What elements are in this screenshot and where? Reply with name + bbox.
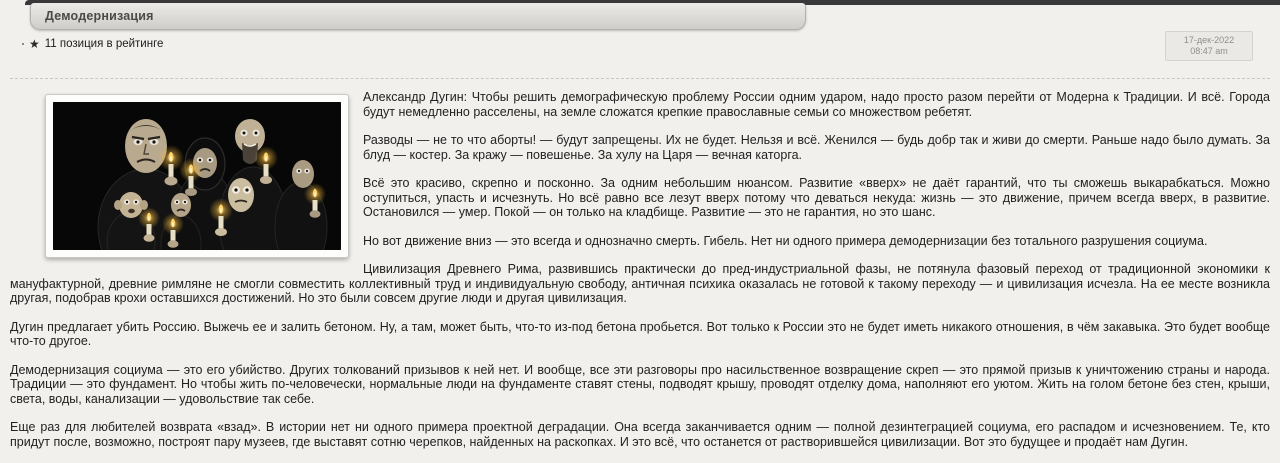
post-image[interactable]: [45, 94, 349, 258]
paragraph: Александр Дугин: Чтобы решить демографическую проблему России одним ударом, надо просто разом перейти от Модерна к Традиции. И всё. Города будут немедленно расселены, на земле сложатся крепкие православные семьи со множеством ребетят.: [363, 90, 1270, 119]
post-meta-row: [22, 38, 163, 50]
candles-illustration: [53, 102, 341, 250]
paragraph: Разводы — не то что аборты! — будут запрещены. Их не будет. Нельзя и всё. Женился — будь добр так и живи до смерти. Раньше надо было думать. За блуд — костер. За кражу — повешенье. За хулу на Царя — вечная каторга.: [363, 133, 1270, 162]
paragraph: Всё это красиво, скрепно и посконно. За одним небольшим нюансом. Развитие «вверх» не даёт гарантий, что ты сможешь выкарабкаться. Можно оступиться, упасть и исчезнуть. Но всё равно все лезут вверх потому что деваться некуда: жизнь — это движение, причем всегда вверх, в развитие. Остановился — умер. Покой — он только на кладбище. Развитие — это не гарантия, но это шанс.: [363, 176, 1270, 219]
paragraph: Демодернизация социума — это его убийство. Других толкований призывов к ней нет. И вообще, все эти разговоры про насильственное возвращение скреп — это прямой призыв к уничтожению страны и народа. Традиции — это фундамент. Но чтобы жить по-человечески, нормальные люди на фундаменте ставят стены, подводят крышу, проводят отделку дома, наполняют его уютом. Жить на голом бетоне без стен, крыши, света, воды, канализации — удовольствие так себе.: [10, 362, 1270, 406]
rating-link[interactable]: 11 позиция в рейтинге: [44, 38, 164, 50]
post-time: 08:47 am: [1190, 46, 1228, 56]
post-date: 17-дек-2022: [1183, 35, 1235, 45]
paragraph: Но вот движение вниз — это всегда и однозначно смерть. Гибель. Нет ни одного примера демодернизации без тотального разрушения социума.: [363, 233, 1208, 248]
post-title-tab[interactable]: [30, 3, 806, 30]
post-body: [10, 90, 1270, 463]
paragraph: Дугин предлагает убить Россию. Выжечь ее и залить бетоном. Ну, а там, может быть, что-то из-под бетона пробьется. Вот только к России это не будет иметь никакого отношения, в чём закавыка. Это будет вообще что-то другое.: [10, 319, 1270, 348]
star-icon: ★: [29, 37, 40, 51]
post-title: Демодернизация: [45, 9, 154, 23]
paragraph: Цивилизация Древнего Рима, развившись практически до пред-индустриальной фазы, не потянула фазовый переход от традиционной экономики к мануфактурной, древние римляне не смогли совместить коллективный труд и индивидуальную свободу, античная психика оказалась не готовой к такому переходу — и цивилизация исчезла. На ее месте возникла другая, подобрав крохи оставшихся достижений. Но это были совсем другие люди и другая цивилизация.: [10, 262, 1270, 305]
post-datetime: [1165, 31, 1253, 61]
separator-dashed: [10, 78, 1270, 79]
list-bullet: [22, 43, 24, 45]
paragraph: Еще раз для любителей возврата «взад». В истории нет ни одного примера проектной деградации. Она всегда заканчивается одним — полной дезинтеграцией социума, его распадом и исчезновением. Те, кто придут после, возможно, построят пару музеев, где выставят сотню черепков, найденных на раскопках. И это всё, что останется от растворившейся цивилизации. Вот это будущее и продаёт нам Дугин.: [10, 420, 1270, 449]
